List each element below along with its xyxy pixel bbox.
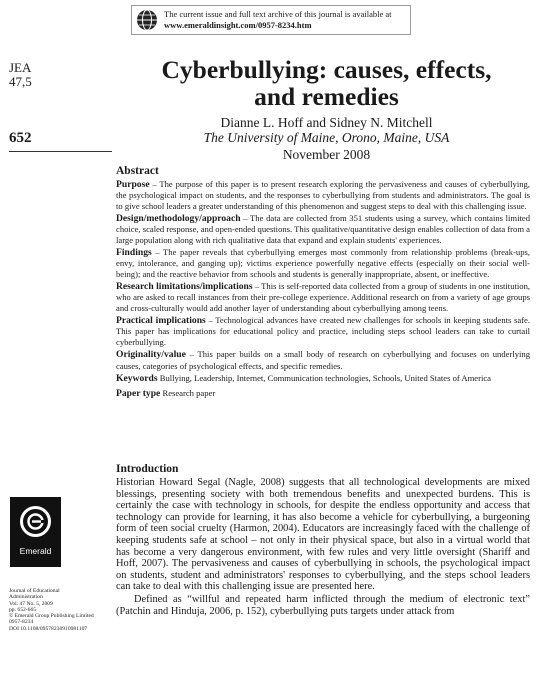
limitations-text: – This is self-reported data collected from a group of students in one institution, who are asked to recall instances from their pre-college experience. Additional research on from a variety of age groups and cross-culturally would add another layer of understanding about cyberbullying among teens. xyxy=(116,281,531,313)
banner-url-link[interactable]: www.emeraldinsight.com/0957-8234.htm xyxy=(164,20,312,30)
findings-label: Findings xyxy=(116,247,152,259)
purpose-text: – The purpose of this paper is to present research exploring the pervasiveness and causes of cyberbullying, the psychological impact on students, and the responses to cyberbullying from students and administrators. The goal is to give school leaders a greater understanding of this phenomenon and suggest steps to deal with this challenging issue. xyxy=(116,179,530,211)
margin-divider xyxy=(9,151,112,152)
abstract-keywords xyxy=(116,373,530,384)
design-text: – The data are collected from 351 students using a survey, which contains limited choice, scaled response, and open-ended questions. This qualitative/quantitative design enables collection of data from a large population along with rich qualitative data that expand and explain students' experiences. xyxy=(116,213,530,245)
journal-code: JEA xyxy=(9,60,32,75)
title-line-2: and remedies xyxy=(254,82,399,111)
abstract-section xyxy=(116,164,530,402)
abstract-originality xyxy=(116,349,530,371)
introduction-heading: Introduction xyxy=(116,463,179,475)
logo-wordmark: Emerald xyxy=(19,546,52,556)
pubinfo-line: Journal of Educational xyxy=(9,588,60,594)
pubinfo-doi: DOI 10.1108/09578230910981107 xyxy=(9,625,88,632)
purpose-label: Purpose xyxy=(116,179,150,190)
introduction-paragraph-2: Defined as “willful and repeated harm inflicted through the medium of electronic text” (Patchin and Hinduja, 2006, p. 152), cyberbullying puts targets under attack from xyxy=(116,593,530,617)
findings-text: – The paper reveals that cyberbullying emerges most commonly from relationship problems (break-ups, envy, intolerance, and ganging up); victims experience powerfully negative effects (especially on their social well-being); and the reactive behavior from schools and students is generally inappropriate, absent, or ineffective. xyxy=(116,247,530,279)
abstract-heading: Abstract xyxy=(116,165,159,177)
abstract-limitations xyxy=(116,281,530,313)
title-line-1: Cyberbullying: causes, effects, xyxy=(161,55,492,84)
publisher-logo xyxy=(10,497,61,567)
originality-label: Originality/value xyxy=(116,349,186,361)
affiliation: The University of Maine, Orono, Maine, USA xyxy=(203,130,450,145)
pubinfo-line: © Emerald Group Publishing Limited xyxy=(9,613,94,620)
banner-text: The current issue and full text archive of this journal is available at xyxy=(164,9,392,19)
abstract-purpose xyxy=(116,179,530,211)
practical-label: Practical implications xyxy=(116,315,206,327)
originality-text: – This paper builds on a small body of research on cyberbullying and focuses on underlying causes, categories of psychological effects, and specific remedies. xyxy=(116,349,530,371)
keywords-text: Bullying, Leadership, Internet, Communication technologies, Schools, United States of America xyxy=(157,372,491,383)
practical-text: – Technological advances have created new challenges for schools in keeping students safe. This paper has implications for educational policy and practice, including steps school leaders can take to curtail cyberbullying. xyxy=(116,315,530,347)
keywords-label: Keywords xyxy=(116,372,158,384)
introduction-paragraph-1: Historian Howard Segal (Nagle, 2008) suggests that all technological developments are mixed blessings, presenting society with both tremendous benefits and unexpected burdens. This is certainly the case with technology in schools, for despite the endless opportunity and access that technology can provide for learning, it has also become a vehicle for cyberbullying, a burgeoning form of teen social cruelty (Harmon, 2004). Educators are increasingly faced with the challenge of keeping students safe at school – not only in their physical space, but also in a virtual world that has become a very dangerous environment, with few rules and very little oversight (Shariff and Hoff, 2007). The pervasiveness and causes of cyberbullying in schools, the psychological impact on students, student and administrators' responses to cyberbullying, and the steps school leaders can take to deal with this challenging issue are presented here. xyxy=(116,477,530,593)
abstract-paper-type xyxy=(116,388,530,399)
volume-issue: 47,5 xyxy=(9,74,32,89)
introduction-section xyxy=(116,462,530,617)
page-number: 652 xyxy=(9,130,32,146)
pubinfo-line: 0957-8234 xyxy=(9,619,34,626)
globe-icon xyxy=(136,9,158,31)
abstract-practical xyxy=(116,315,530,347)
paper-type-label: Paper type xyxy=(116,388,161,400)
limitations-label: Research limitations/implications xyxy=(116,281,253,293)
design-label: Design/methodology/approach xyxy=(116,213,241,225)
pubinfo-line: Vol. 47 No. 5, 2009 xyxy=(9,600,53,607)
paper-type-text: Research paper xyxy=(160,388,216,399)
pubinfo-line: pp. 652-665 xyxy=(9,606,37,613)
pubinfo-line: Administration xyxy=(9,594,43,601)
abstract-findings xyxy=(116,247,530,279)
article-title xyxy=(116,56,537,110)
emerald-logo-icon xyxy=(19,505,52,538)
publication-date: November 2008 xyxy=(282,147,371,162)
authors: Dianne L. Hoff and Sidney N. Mitchell xyxy=(220,115,433,130)
abstract-design xyxy=(116,213,530,245)
archive-banner xyxy=(131,5,411,35)
publication-info xyxy=(9,588,112,632)
